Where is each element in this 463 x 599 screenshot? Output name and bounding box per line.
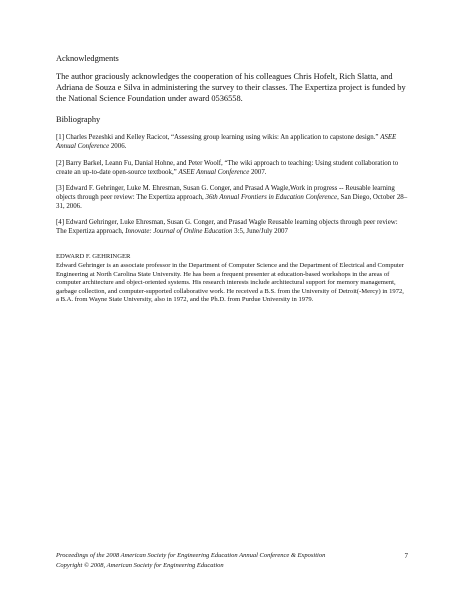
reference-2-year: 2007. bbox=[249, 169, 267, 177]
reference-4-venue: Innovate: Journal of Online Education bbox=[125, 228, 233, 236]
reference-4-details: 3:5, June/July 2007 bbox=[232, 228, 288, 236]
footer-copyright: Copyright © 2008, American Society for Engineering Education bbox=[56, 562, 224, 569]
reference-3-details: , San Diego, October 28–31, 2006. bbox=[56, 194, 408, 211]
reference-3-venue: 36th Annual Frontiers in Education Conference bbox=[205, 194, 338, 202]
reference-1-year: 2006. bbox=[109, 143, 127, 151]
reference-2-venue: ASEE Annual Conference bbox=[178, 169, 250, 177]
acknowledgments-heading: Acknowledgments bbox=[56, 54, 119, 63]
reference-3-text: [3] Edward F. Gehringer, Luke M. Ehresman, Susan G. Conger, and Prasad A Wagle,Work in progress -- Reusable learning objects through peer review: The Expertiza approach, bbox=[56, 185, 395, 202]
reference-2-text: [2] Barry Barkel, Leann Fu, Danial Hohne, and Peter Woolf, “The wiki approach to teaching: Using student collaboration to create an up-to-date open-source textbook,” bbox=[56, 160, 399, 177]
bio-text: Edward Gehringer is an associate professor in the Department of Computer Science and the Department of Electrical and Computer Engineering at North Carolina State University. He has been a frequent presenter at education-based workshops in the areas of computer architecture and object-oriented systems. His research interests include architectural support for memory management, garbage collection, and computer-supported collaborative work. He received a B.S. from the University of Detroit(-Mercy) in 1972, a B.A. from Wayne State University, also in 1972, and the Ph.D. from Purdue University in 1979. bbox=[56, 262, 404, 304]
reference-3 bbox=[56, 184, 408, 212]
acknowledgments-text: The author graciously acknowledges the cooperation of his colleagues Chris Hofelt, Rich Slatta, and Adriana de Souza e Silva in administering the survey to their classes. The Expertiza project is funded by the National Science Foundation under award 0536558. bbox=[56, 72, 406, 104]
reference-4 bbox=[56, 218, 408, 236]
reference-1-venue: ASEE Annual Conference bbox=[56, 134, 397, 151]
footer-proceedings: Proceedings of the 2008 American Society for Engineering Education Annual Conference & Exposition bbox=[56, 552, 326, 559]
reference-1 bbox=[56, 133, 408, 151]
bio-name: EDWARD F. GEHRINGER bbox=[56, 253, 131, 260]
reference-1-text: [1] Charles Pezeshki and Kelley Racicot, “Assessing group learning using wikis: An application to capstone design.” bbox=[56, 134, 381, 141]
page-number: 7 bbox=[404, 552, 408, 560]
reference-2 bbox=[56, 159, 408, 177]
bibliography-heading: Bibliography bbox=[56, 115, 101, 124]
reference-4-text: [4] Edward Gehringer, Luke Ehresman, Susan G. Conger, and Prasad Wagle Reusable learning objects through peer review: The Expertiza approach, bbox=[56, 219, 398, 236]
